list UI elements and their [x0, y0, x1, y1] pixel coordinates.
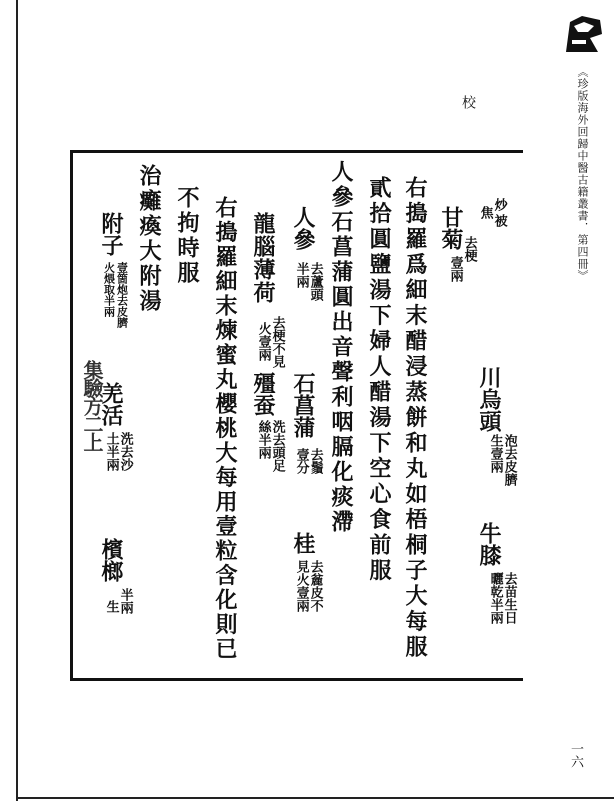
scan-border-top: [72, 150, 523, 153]
text-c7-a: 龍腦薄荷: [250, 212, 276, 304]
text-c11-c: 檳榔: [98, 538, 124, 582]
note-c7-a-2: 火壹兩: [255, 322, 271, 361]
note-c1-a-2: 生壹兩: [487, 434, 503, 473]
text-c11-b: 羌活: [98, 382, 124, 426]
note-c6-a-1: 去蘆頭: [307, 262, 323, 301]
note-c11-c-2: 生: [103, 600, 119, 613]
note-c11-b-2: 土半兩: [103, 432, 119, 471]
note-c1-a-1: 泡去皮臍: [501, 434, 517, 486]
note-c6-c-1: 去麄皮不: [307, 560, 323, 612]
text-c10: 治癱瘓大附湯: [136, 164, 162, 314]
text-c11-a: 附子: [98, 212, 124, 256]
text-c1-a: 川烏頭: [476, 366, 502, 432]
scan-border-left: [70, 150, 73, 681]
text-c3: 右搗羅爲細末醋浸蒸餅和丸如梧桐子大每服: [402, 176, 428, 661]
note-c2-a-2: 壹兩: [447, 256, 463, 282]
text-c2-top2: 焦: [477, 206, 493, 219]
scan-edge-header: 集驗方二上: [80, 360, 104, 450]
text-c6-b: 石菖蒲: [290, 372, 316, 438]
note-c2-a-1: 去梗: [461, 236, 477, 262]
note-c11-c-1: 半兩: [117, 588, 133, 614]
text-c9: 不拘時服: [174, 186, 200, 286]
text-c2-top: 炒: [491, 198, 507, 211]
text-c8: 右搗羅細末煉蜜丸櫻桃大每用壹粒含化則已: [212, 196, 238, 662]
note-c6-b-2: 壹分: [293, 448, 309, 474]
note-c7-a-1: 去梗不見: [269, 316, 285, 368]
text-c5: 人參石菖蒲圓出音聲利咽膈化痰滯: [328, 160, 354, 535]
text-c6-c: 桂: [290, 532, 316, 554]
series-title: 《珍版海外回歸中醫古籍叢書．第四冊》: [576, 66, 589, 282]
note-c6-a-2: 半兩: [293, 262, 309, 288]
note-c6-b-1: 去鬚: [307, 448, 323, 474]
note-c11-a-1: 壹箇炮去皮臍: [115, 262, 129, 328]
text-c4: 貳拾圓鹽湯下婦人醋湯下空心食前服: [366, 176, 392, 584]
note-c7-b-1: 洗去頭足: [269, 420, 285, 472]
text-c2-a: 甘菊: [438, 206, 464, 250]
note-c1-b-2: 曬乾半兩: [487, 572, 503, 624]
note-c7-b-2: 絲半兩: [255, 420, 271, 459]
publisher-logo: [560, 12, 606, 58]
text-c7-b: 殭蚕: [250, 372, 276, 416]
text-c1-b: 牛膝: [476, 522, 502, 566]
page-frame-left: [16, 0, 18, 801]
page-number: 一六: [568, 742, 583, 768]
page-frame-bottom: [16, 797, 614, 799]
note-c1-b-1: 去苗生日: [501, 572, 517, 624]
note-c6-c-2: 見火壹兩: [293, 560, 309, 612]
text-c2-top3: 被: [491, 214, 507, 227]
margin-note: 校: [460, 95, 476, 109]
scan-border-bottom: [72, 678, 523, 681]
note-c11-b-1: 洗去沙: [117, 432, 133, 471]
text-c6-a: 人參: [290, 206, 316, 250]
note-c11-a-2: 火煨取半兩: [102, 262, 116, 317]
